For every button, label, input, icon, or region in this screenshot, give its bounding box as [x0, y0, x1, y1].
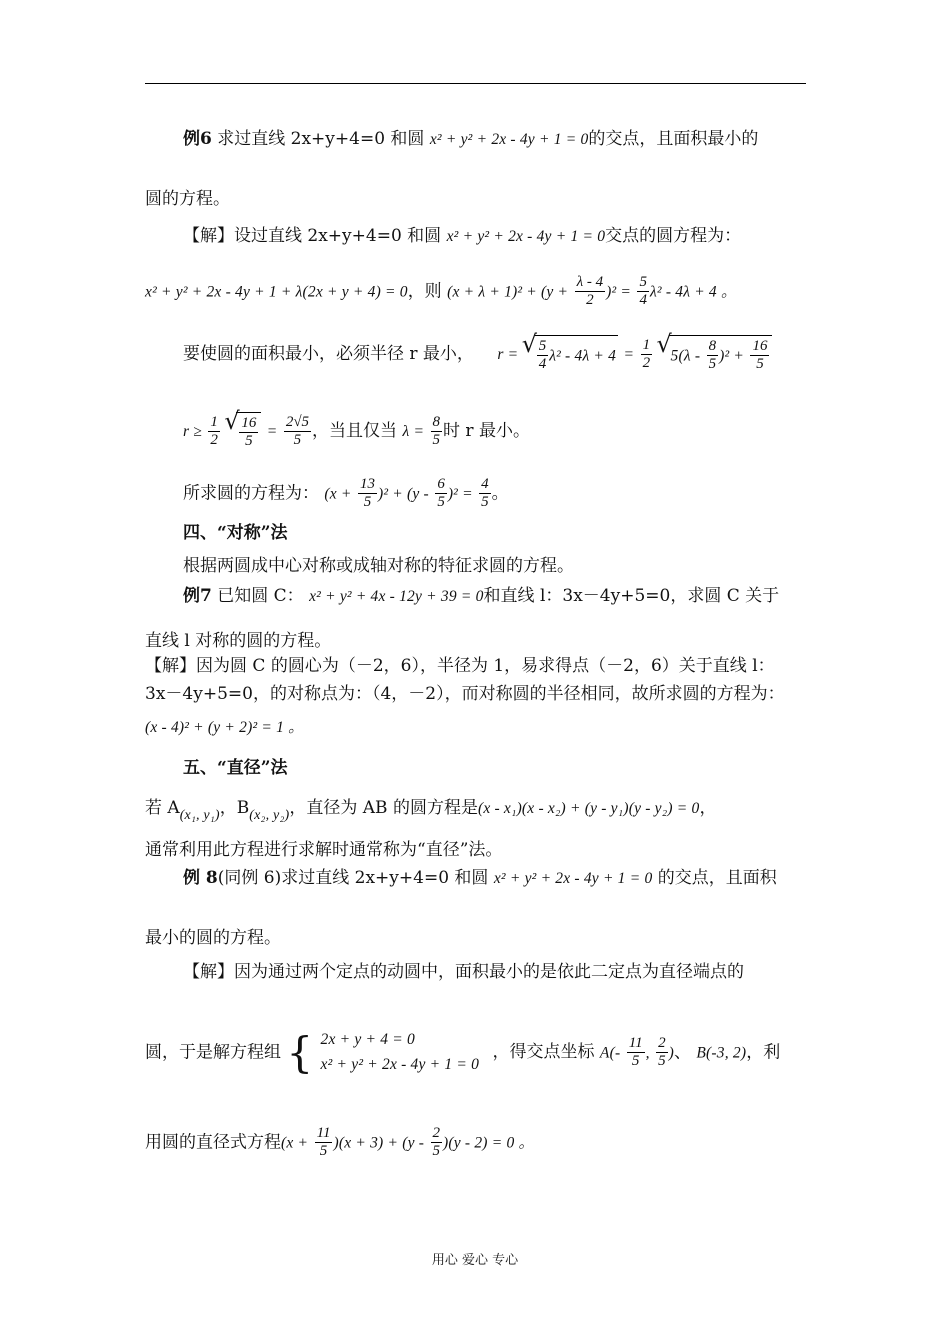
section5-heading: 五、“直径”法	[183, 758, 288, 778]
circle-equation: x² + y² + 2x - 4y + 1 = 0	[493, 870, 653, 887]
example8-system-line: 圆，于是解方程组 { 2x + y + 4 = 0 x² + y² + 2x - 4y + 1 = 0 ，得交点坐标 A(- $\frac{11}{5}$ , $\frac{2}{5}$ )、 B(-3, 2)，利	[145, 1027, 781, 1077]
fraction: $\frac{\lambda - 4}{2}$	[576, 274, 604, 309]
sqrt: √ $\frac{5}{4}$ λ² - 4λ + 4	[534, 335, 618, 374]
circle-equation: x² + y² + 4x - 12y + 39 = 0	[309, 588, 484, 605]
section4-heading: 四、“对称”法	[183, 523, 288, 543]
example6-line1: 例6 求过直线 2x+y+4=0 和圆 x² + y² + 2x - 4y + 1 = 0的交点，且面积最小的	[183, 129, 759, 149]
family-equation-line: x² + y² + 2x - 4y + 1 + λ(2x + y + 4) = 0，则 (x + λ + 1)² + (y + $\frac{\lambda - 4}{2}$ )² = $\frac{5}{4}$ λ² - 4λ + 4 。	[145, 274, 737, 309]
section5-desc: 通常利用此方程进行求解时通常称为“直径”法。	[145, 840, 503, 860]
example8-solution-line1: 【解】因为通过两个定点的动圆中，面积最小的是依此二定点为直径端点的	[183, 962, 744, 982]
sqrt: √ $\frac{16}{5}$	[236, 412, 261, 451]
example6-line2: 圆的方程。	[145, 189, 230, 209]
section4-desc: 根据两圆成中心对称或成轴对称的特征求圆的方程。	[183, 556, 574, 576]
example8-line1: 例 8(同例 6)求过直线 2x+y+4=0 和圆 x² + y² + 2x - 4y + 1 = 0 的交点，且面积	[183, 868, 777, 888]
left-brace: {	[286, 1027, 314, 1077]
circle-equation: x² + y² + 2x - 4y + 1 = 0	[429, 131, 589, 148]
example8-label: 例 8	[183, 868, 218, 888]
fraction: $\frac{5}{4}$	[639, 274, 647, 309]
page-footer: 用心 爱心 专心	[431, 1253, 519, 1268]
example7-line2: 直线 l 对称的圆的方程。	[145, 631, 332, 651]
header-rule	[145, 83, 806, 84]
inequality-line: r ≥ $\frac{1}{2}$ √ $\frac{16}{5}$ = $\frac{2√5}{5}$ ，当且仅当 λ = $\frac{8}{5}$ 时 r 最小。	[183, 412, 530, 451]
example6-label: 例6	[183, 129, 212, 149]
example8-final-line: 用圆的直径式方程(x + $\frac{11}{5}$ )(x + 3) + (y - $\frac{2}{5}$ )(y - 2) = 0 。	[145, 1125, 535, 1160]
equation-system: 2x + y + 4 = 0 x² + y² + 2x - 4y + 1 = 0	[320, 1031, 480, 1073]
circle-equation: x² + y² + 2x - 4y + 1 = 0	[446, 228, 606, 245]
family-equation: x² + y² + 2x - 4y + 1 + λ(2x + y + 4) = 0	[145, 283, 408, 301]
example7-result-equation: (x - 4)² + (y + 2)² = 1 。	[145, 719, 304, 736]
radius-line: 要使圆的面积最小，必须半径 r 最小， r = √ $\frac{5}{4}$ λ² - 4λ + 4 = $\frac{1}{2}$ √ 5(λ - $\frac{8}{5}$ )² + $\frac{16}{5}$	[183, 335, 772, 374]
example7-line1: 例7 已知圆 C： x² + y² + 4x - 12y + 39 = 0和直线 l：3x－4y+5=0，求圆 C 关于	[183, 586, 780, 606]
example8-line2: 最小的圆的方程。	[145, 928, 281, 948]
diameter-formula-line: 若 $A_{(x_1, y_1)}$，$B_{(x_2, y_2)}$，直径为 AB 的圆方程是(x - x₁)(x - x₂) + (y - y₁)(y - y₂) = 0，	[145, 798, 717, 823]
solution6-line1: 【解】设过直线 2x+y+4=0 和圆 x² + y² + 2x - 4y + 1 = 0交点的圆方程为：	[183, 226, 742, 246]
example7-label: 例7	[183, 586, 212, 606]
sqrt: √ 5(λ - $\frac{8}{5}$ )² + $\frac{16}{5}$	[669, 335, 773, 374]
result-line: 所求圆的方程为： (x + $\frac{13}{5}$ )² + (y - $\frac{6}{5}$ )² = $\frac{4}{5}$ 。	[183, 476, 509, 511]
example7-solution-line2: 3x－4y+5=0，的对称点为：（4，－2），而对称圆的半径相同，故所求圆的方程为：	[145, 684, 785, 704]
diameter-equation: (x - x₁)(x - x₂) + (y - y₁)(y - y₂) = 0	[477, 800, 700, 817]
example7-solution-line1: 【解】因为圆 C 的圆心为（－2，6），半径为 1，易求得点（－2，6）关于直线 l：	[145, 656, 775, 676]
fraction: $\frac{1}{2}$	[642, 336, 651, 371]
